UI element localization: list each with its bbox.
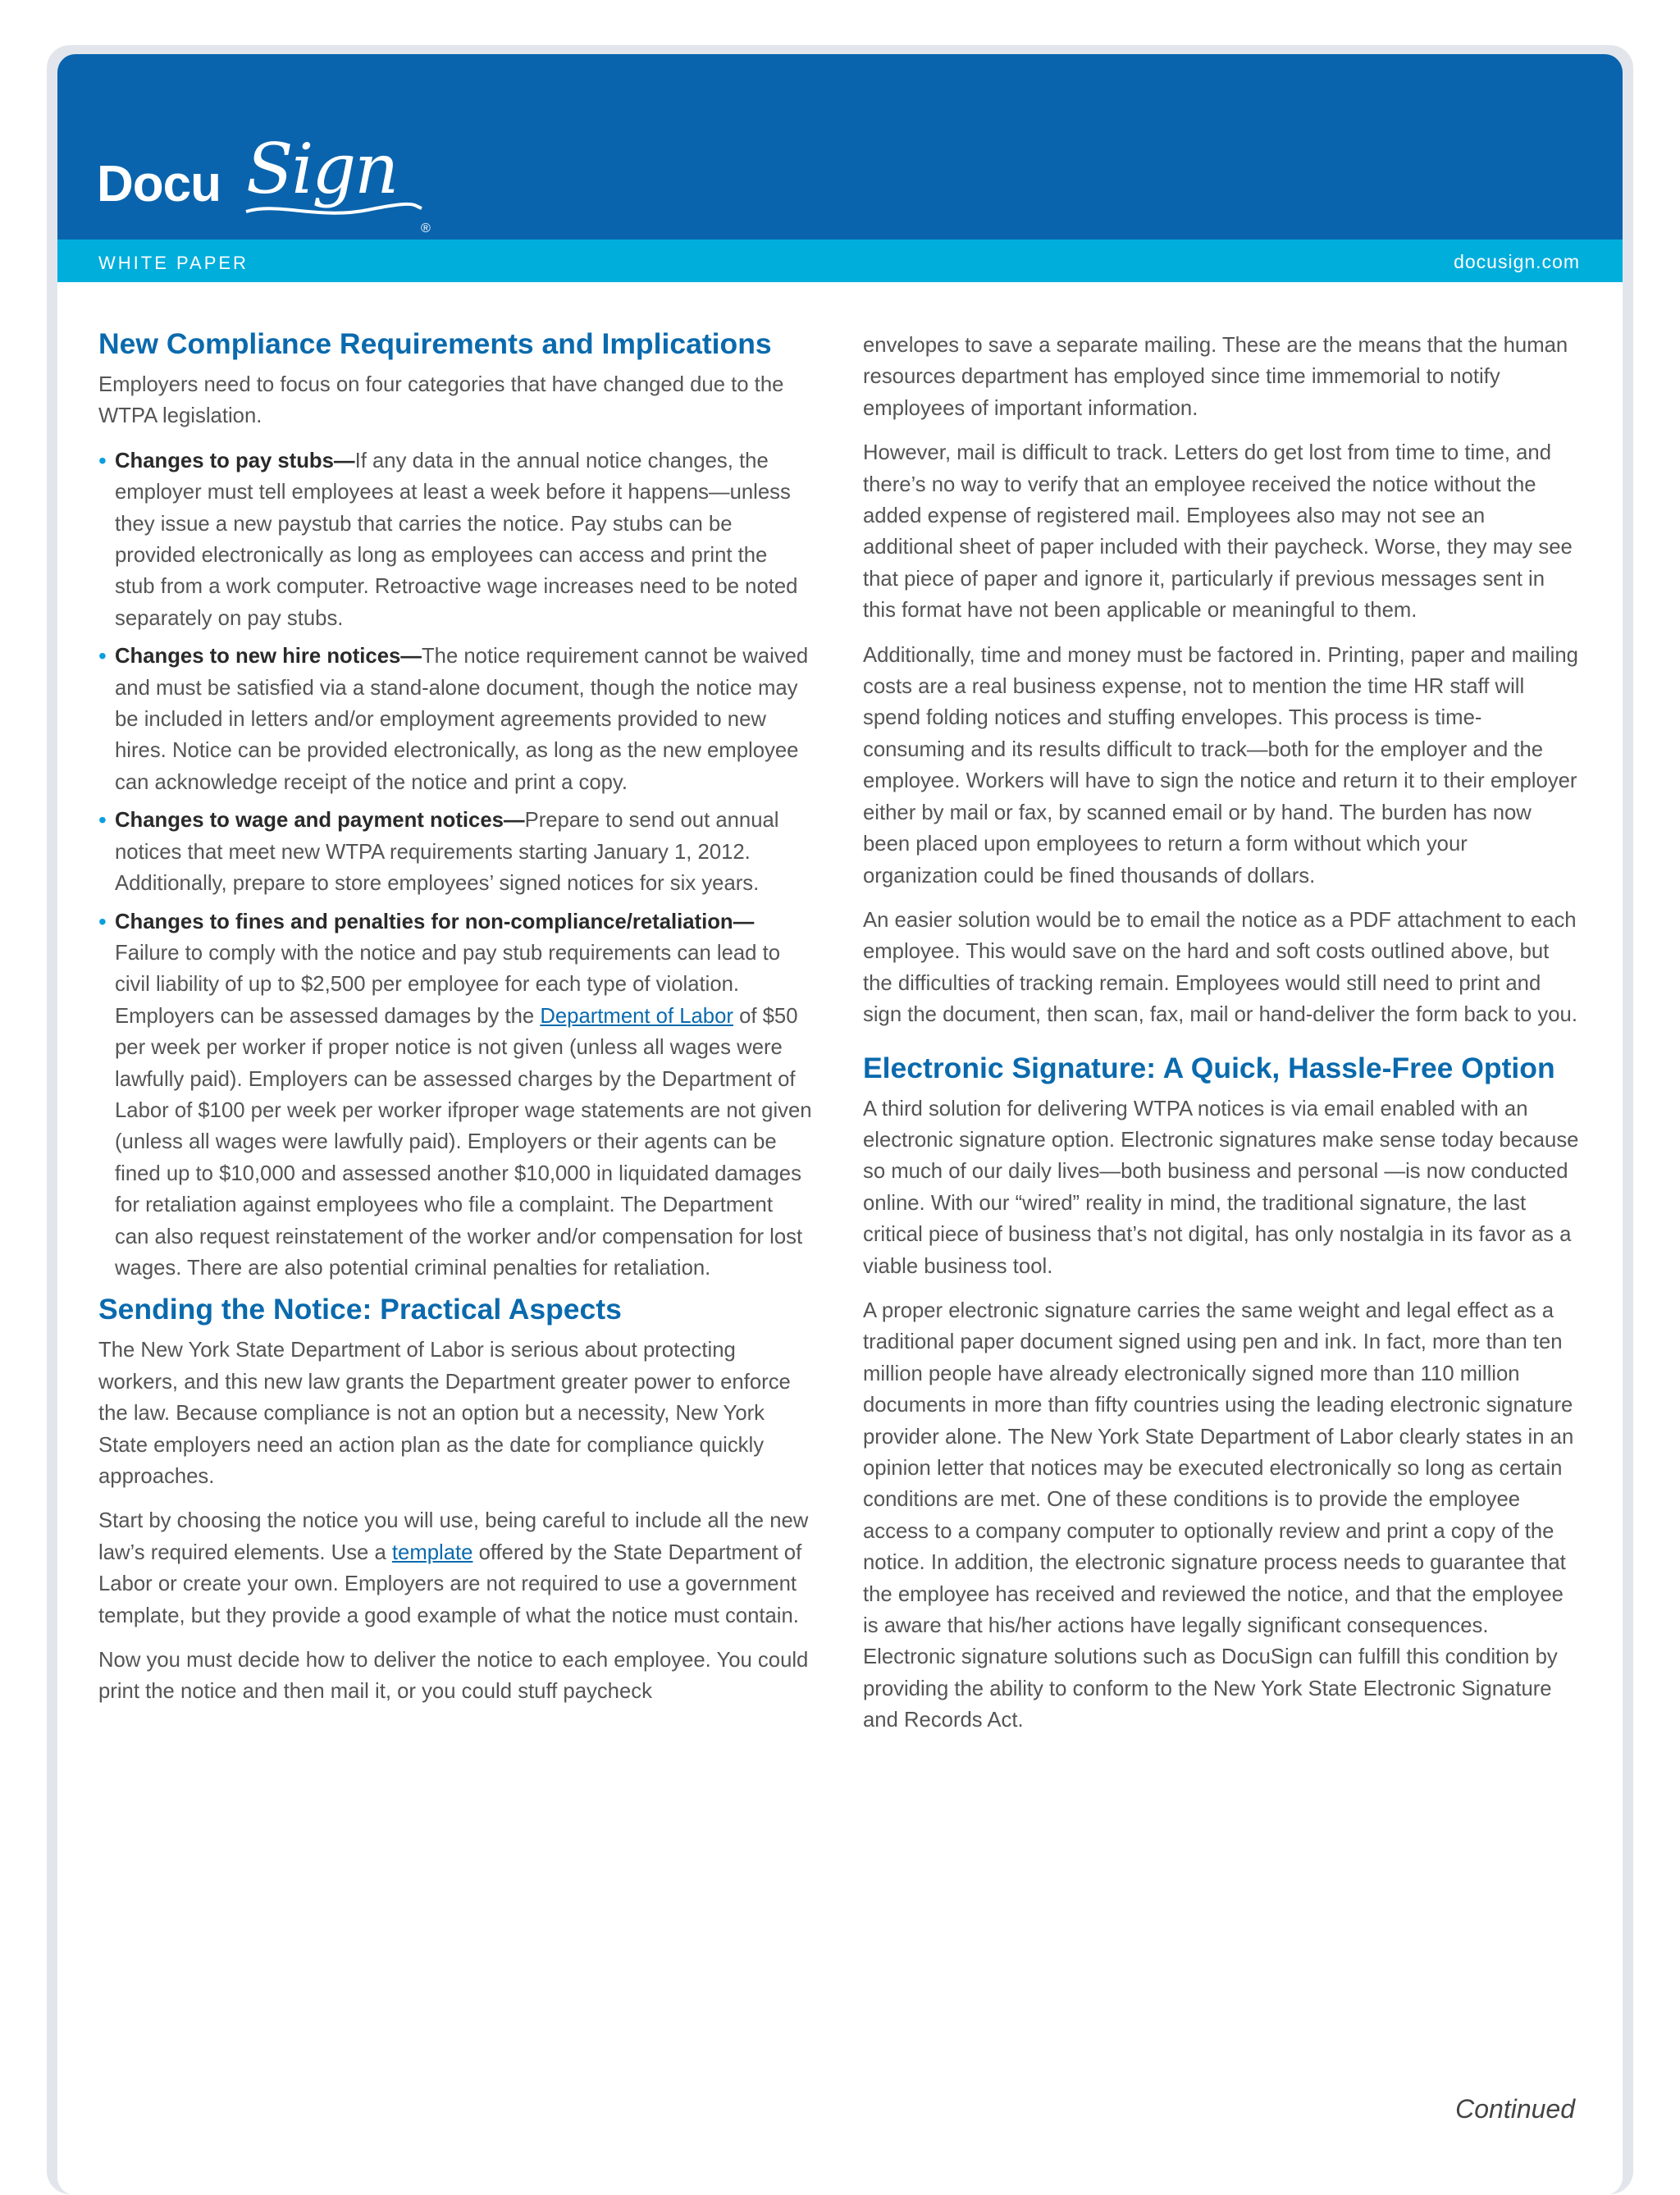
list-item (98, 805, 812, 899)
header-banner (57, 54, 1623, 240)
department-of-labor-link[interactable]: Department of Labor (540, 1004, 733, 1028)
left-column (98, 325, 812, 1721)
list-item-lead: Changes to pay stubs— (115, 449, 355, 472)
list-item-text: If any data in the annual notice changes, the employer must tell employees at least a week before it happens—unless they issue a new paystub that carries the notice. Pay stubs can be provided electronically as long as employees can access and print the stub from a work computer. Retroactive wage increases need to be noted separately on pay stubs. (115, 449, 798, 630)
paragraph: Additionally, time and money must be factored in. Printing, paper and mailing costs are a real business expense, not to mention the time HR staff will spend folding notices and stuffing envelopes. This process is time-consuming and its results difficult to track—both for the employer and the employee. Workers will have to sign the notice and return it to their employer either by mail or fax, by scanned email or by hand. The burden has now been placed upon employees to return a form without which your organization could be fined thousands of dollars. (863, 643, 1578, 888)
list-item-lead: Changes to fines and penalties for non-compliance/retaliation— (115, 910, 755, 933)
document-page (57, 54, 1623, 2195)
paragraph: A third solution for delivering WTPA notices is via email enabled with an electronic signature option. Electronic signatures make sense today because so much of our daily lives—both business and personal —is now conducted online. With our “wired” reality in mind, the traditional signature, the last critical piece of business that’s not digital, has only nostalgia in its favor as a viable business tool. (863, 1097, 1579, 1278)
list-item (98, 445, 812, 634)
section-heading-compliance: New Compliance Requirements and Implications (98, 327, 772, 360)
paragraph: However, mail is difficult to track. Letters do get lost from time to time, and there’s no way to verify that an employee received the notice without the added expense of registered mail. Employees also may not see an additional sheet of paper included with their paycheck. Worse, they may see that piece of paper and ignore it, particularly if previous messages sent in this format have not been applicable or meaningful to them. (863, 441, 1573, 623)
list-item-text: of $50 per week per worker if proper notice is not given (unless all wages were lawfully paid). Employers can be assessed charges by the Department of Labor of $100 per week per worker ifproper wage statements are not given (unless all wages were lawfully paid). Employers or their agents can be fined up to $10,000 and assessed another $10,000 in liquidated damages for retaliation against employees who file a complaint. The Department can also request reinstatement of the worker and/or compensation for lost wages. There are also potential criminal penalties for retaliation. (115, 1004, 812, 1280)
paragraph: A proper electronic signature carries the same weight and legal effect as a traditional paper document signed using pen and ink. In fact, more than ten million people have already electronically signed more than 110 million documents in more than fifty countries using the leading electronic signature provider alone. The New York State Department of Labor clearly states in an opinion letter that notices may be executed electronically so long as certain conditions are met. One of these conditions is to provide the employee access to a company computer to optionally review and print a copy of the notice. In addition, the electronic signature process needs to guarantee that the employee has received and reviewed the notice, and that the employee is aware that his/her actions have legally significant consequences. Electronic signature solutions such as DocuSign can fulfill this condition by providing the ability to conform to the New York State Electronic Signature and Records Act. (863, 1298, 1574, 1732)
logo-swoosh-icon (244, 199, 425, 223)
list-item-lead: Changes to new hire notices— (115, 645, 422, 669)
template-link[interactable]: template (391, 1540, 473, 1564)
changes-list (98, 445, 812, 1285)
list-item-text: The notice requirement cannot be waived and must be satisfied via a stand-alone document, though the notice may be included in letters and/or employment agreements provided to new hires. Notice can be provided electronically, as long as the new employee can acknowledge receipt of the notice and print a copy. (115, 645, 809, 794)
list-item-text: Prepare to send out annual notices that meet new WTPA requirements starting January 1, 2012. Additionally, prepare to store employees’ signed notices for six years. (115, 809, 779, 896)
list-item (98, 906, 812, 1285)
paragraph: Now you must decide how to deliver the notice to each employee. You could print the notice and then mail it, or you could stuff paycheck (98, 1649, 809, 1704)
logo-word: Docu (97, 156, 221, 212)
doc-type-label: WHITE PAPER (98, 253, 249, 273)
continued-label: Continued (1455, 2094, 1575, 2124)
paragraph: An easier solution would be to email the notice as a PDF attachment to each employee. This would save on the hard and soft costs outlined above, but the difficulties of tracking remain. Employees would still need to print and sign the document, then scan, fax, mail or hand-deliver the form back to you. (863, 908, 1577, 1027)
list-item-text: Failure to comply with the notice and pay stub requirements can lead to civil liability of up to $2,500 per employee for each type of violation. Employers can be assessed damages by the (115, 941, 781, 1028)
paragraph (98, 1505, 812, 1631)
site-link[interactable]: docusign.com (1454, 251, 1580, 272)
section-heading-sending: Sending the Notice: Practical Aspects (98, 1293, 622, 1326)
paragraph: The New York State Department of Labor is serious about protecting workers, and this new law grants the Department greater power to enforce the law. Because compliance is not an option but a necessity, New York State employers need an action plan as the date for compliance quickly approaches. (98, 1339, 791, 1488)
section-heading-esignature: Electronic Signature: A Quick, Hassle-Free Option (863, 1051, 1555, 1084)
paragraph-text: offered by the State Department of Labor or create your own. Employers are not required to use a government template, but they provide a good example of what the notice must contain. (98, 1540, 802, 1627)
paragraph-text: Start by choosing the notice you will use, being careful to include all the new law’s required elements. Use a (98, 1509, 809, 1564)
right-column (863, 330, 1581, 1750)
header-band (57, 240, 1623, 282)
paragraph: envelopes to save a separate mailing. These are the means that the human resources department has employed since time immemorial to notify employees of important information. (863, 334, 1568, 420)
registered-mark: ® (421, 221, 431, 235)
intro-paragraph: Employers need to focus on four categories that have changed due to the WTPA legislation. (98, 373, 784, 428)
list-item (98, 641, 812, 798)
list-item-lead: Changes to wage and payment notices— (115, 809, 525, 833)
logo-script: Sign (246, 129, 398, 209)
